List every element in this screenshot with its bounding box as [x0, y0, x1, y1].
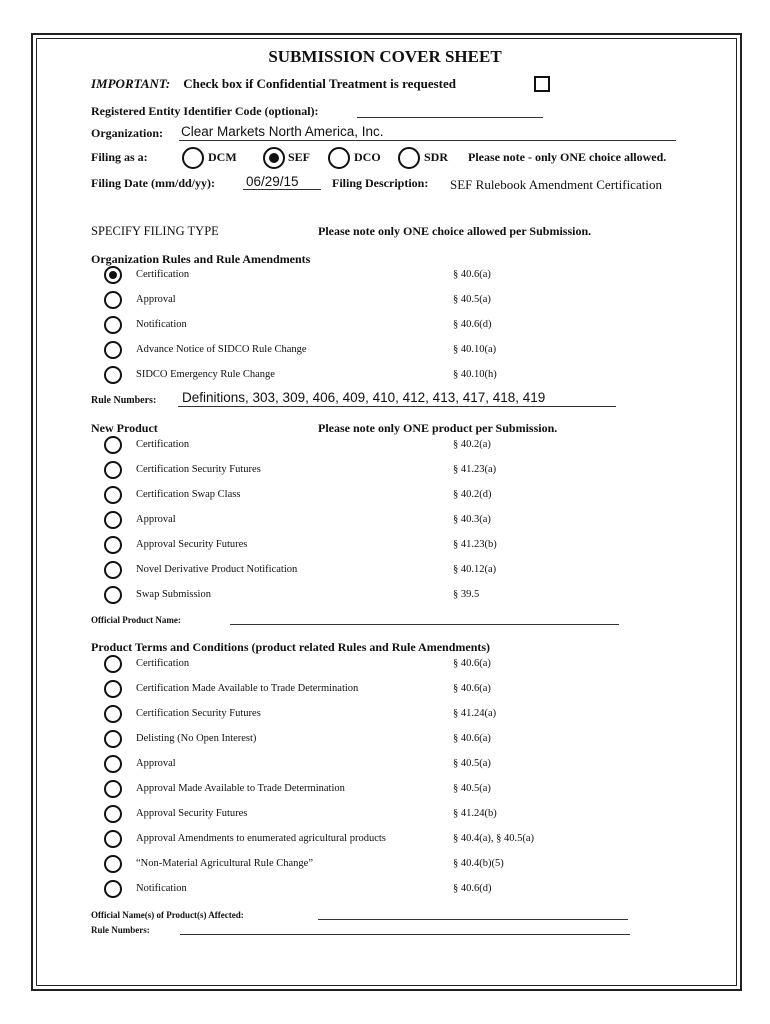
pt-approval-security-futures-label: Approval Security Futures: [136, 808, 248, 819]
np-swap-submission-label: Swap Submission: [136, 589, 211, 600]
filing-dco-label: DCO: [354, 150, 381, 164]
org-sidco-emergency-label: SIDCO Emergency Rule Change: [136, 369, 275, 380]
np-novel-derivative-radio[interactable]: [104, 561, 122, 579]
pt-certification-radio[interactable]: [104, 655, 122, 673]
confidential-checkbox[interactable]: [534, 76, 550, 92]
pt-cert-security-futures-label: Certification Security Futures: [136, 708, 261, 719]
org-approval-label: Approval: [136, 294, 176, 305]
filing-sdr-radio[interactable]: [398, 147, 420, 169]
pt-approval-security-futures-radio[interactable]: [104, 805, 122, 823]
org-certification-radio[interactable]: [104, 266, 122, 284]
pt-approval-mat-radio[interactable]: [104, 780, 122, 798]
np-approval-security-futures-label: Approval Security Futures: [136, 539, 248, 550]
filing-dcm-radio[interactable]: [182, 147, 204, 169]
org-notification-section: § 40.6(d): [453, 319, 492, 330]
pt-certification-section: § 40.6(a): [453, 658, 491, 669]
product-terms-heading: Product Terms and Conditions (product related Rules and Rule Amendments): [91, 640, 491, 654]
np-cert-swap-class-section: § 40.2(d): [453, 489, 492, 500]
filing-dco-radio[interactable]: [328, 147, 350, 169]
pt-approval-section: § 40.5(a): [453, 758, 491, 769]
pt-certification-label: Certification: [136, 658, 190, 669]
org-rule-numbers-field[interactable]: [178, 406, 616, 407]
np-certification-radio[interactable]: [104, 436, 122, 454]
pt-cert-mat-section: § 40.6(a): [453, 683, 491, 694]
organization-label: Organization:: [91, 126, 163, 140]
pt-approval-ag-section: § 40.4(a), § 40.5(a): [453, 833, 535, 844]
np-novel-derivative-label: Novel Derivative Product Notification: [136, 564, 298, 575]
pt-notification-label: Notification: [136, 883, 187, 894]
pt-delisting-label: Delisting (No Open Interest): [136, 733, 257, 744]
pt-non-material-ag-section: § 40.4(b)(5): [453, 858, 504, 869]
np-approval-radio[interactable]: [104, 511, 122, 529]
organization-value: Clear Markets North America, Inc.: [181, 124, 384, 139]
org-advance-notice-radio[interactable]: [104, 341, 122, 359]
org-notification-label: Notification: [136, 319, 187, 330]
org-rule-numbers-value: Definitions, 303, 309, 406, 409, 410, 412, 413, 417, 418, 419: [182, 390, 546, 405]
products-affected-field[interactable]: [318, 919, 628, 920]
reg-entity-label: Registered Entity Identifier Code (optional):: [91, 104, 319, 118]
org-certification-section: § 40.6(a): [453, 269, 491, 280]
pt-non-material-ag-radio[interactable]: [104, 855, 122, 873]
organization-field[interactable]: [179, 140, 676, 141]
org-advance-notice-section: § 40.10(a): [453, 344, 497, 355]
filing-date-label: Filing Date (mm/dd/yy):: [91, 176, 215, 190]
pt-cert-mat-radio[interactable]: [104, 680, 122, 698]
filing-as-label: Filing as a:: [91, 150, 148, 164]
np-cert-security-futures-radio[interactable]: [104, 461, 122, 479]
filing-sef-radio[interactable]: [263, 147, 285, 169]
np-approval-security-futures-radio[interactable]: [104, 536, 122, 554]
pt-delisting-radio[interactable]: [104, 730, 122, 748]
np-approval-security-futures-section: § 41.23(b): [453, 539, 497, 550]
org-rule-numbers-label: Rule Numbers:: [91, 395, 157, 406]
reg-entity-field[interactable]: [357, 117, 543, 118]
np-certification-label: Certification: [136, 439, 190, 450]
new-product-heading: New Product: [91, 421, 158, 435]
filing-sef-label: SEF: [288, 150, 311, 164]
official-product-name-label: Official Product Name:: [91, 615, 181, 625]
np-cert-security-futures-label: Certification Security Futures: [136, 464, 261, 475]
pt-cert-security-futures-section: § 41.24(a): [453, 708, 497, 719]
pt-notification-section: § 40.6(d): [453, 883, 492, 894]
np-certification-section: § 40.2(a): [453, 439, 491, 450]
filing-as-note: Please note - only ONE choice allowed.: [468, 150, 667, 164]
pt-approval-ag-radio[interactable]: [104, 830, 122, 848]
pt-approval-radio[interactable]: [104, 755, 122, 773]
important-colon: :: [165, 76, 171, 91]
pt-approval-ag-label: Approval Amendments to enumerated agricultural products: [136, 833, 386, 844]
np-cert-swap-class-label: Certification Swap Class: [136, 489, 241, 500]
org-notification-radio[interactable]: [104, 316, 122, 334]
pt-approval-mat-label: Approval Made Available to Trade Determination: [136, 783, 345, 794]
np-swap-submission-radio[interactable]: [104, 586, 122, 604]
org-sidco-emergency-radio[interactable]: [104, 366, 122, 384]
pt-delisting-section: § 40.6(a): [453, 733, 491, 744]
np-approval-label: Approval: [136, 514, 176, 525]
pt-cert-mat-label: Certification Made Available to Trade Determination: [136, 683, 359, 694]
np-approval-section: § 40.3(a): [453, 514, 491, 525]
np-swap-submission-section: § 39.5: [453, 589, 480, 600]
products-affected-label: Official Name(s) of Product(s) Affected:: [91, 910, 244, 920]
page-title: SUBMISSION COVER SHEET: [268, 47, 502, 66]
pt-rule-numbers-field[interactable]: [180, 934, 630, 935]
org-approval-section: § 40.5(a): [453, 294, 491, 305]
specify-label: SPECIFY FILING TYPE: [91, 224, 219, 238]
filing-dcm-label: DCM: [208, 150, 237, 164]
org-rules-heading: Organization Rules and Rule Amendments: [91, 252, 311, 266]
pt-non-material-ag-label: “Non-Material Agricultural Rule Change”: [136, 858, 313, 869]
filing-date-field[interactable]: [243, 189, 321, 190]
important-line: [91, 76, 456, 92]
filing-description-label: Filing Description:: [332, 176, 429, 190]
pt-approval-mat-section: § 40.5(a): [453, 783, 491, 794]
new-product-note: Please note only ONE product per Submission.: [318, 421, 558, 435]
org-sidco-emergency-section: § 40.10(h): [453, 369, 497, 380]
filing-sdr-label: SDR: [424, 150, 449, 164]
pt-rule-numbers-label: Rule Numbers:: [91, 925, 150, 935]
pt-approval-security-futures-section: § 41.24(b): [453, 808, 497, 819]
specify-note: Please note only ONE choice allowed per Submission.: [318, 224, 592, 238]
filing-date-value: 06/29/15: [246, 174, 299, 189]
org-advance-notice-label: Advance Notice of SIDCO Rule Change: [136, 344, 307, 355]
np-cert-swap-class-radio[interactable]: [104, 486, 122, 504]
org-approval-radio[interactable]: [104, 291, 122, 309]
important-label: IMPORTANT: [91, 76, 166, 91]
pt-cert-security-futures-radio[interactable]: [104, 705, 122, 723]
org-certification-label: Certification: [136, 269, 190, 280]
pt-approval-label: Approval: [136, 758, 176, 769]
filing-description-value: SEF Rulebook Amendment Certification: [450, 177, 662, 192]
pt-notification-radio[interactable]: [104, 880, 122, 898]
np-cert-security-futures-section: § 41.23(a): [453, 464, 497, 475]
important-text: Check box if Confidential Treatment is requested: [183, 76, 456, 91]
official-product-name-field[interactable]: [230, 624, 619, 625]
np-novel-derivative-section: § 40.12(a): [453, 564, 497, 575]
